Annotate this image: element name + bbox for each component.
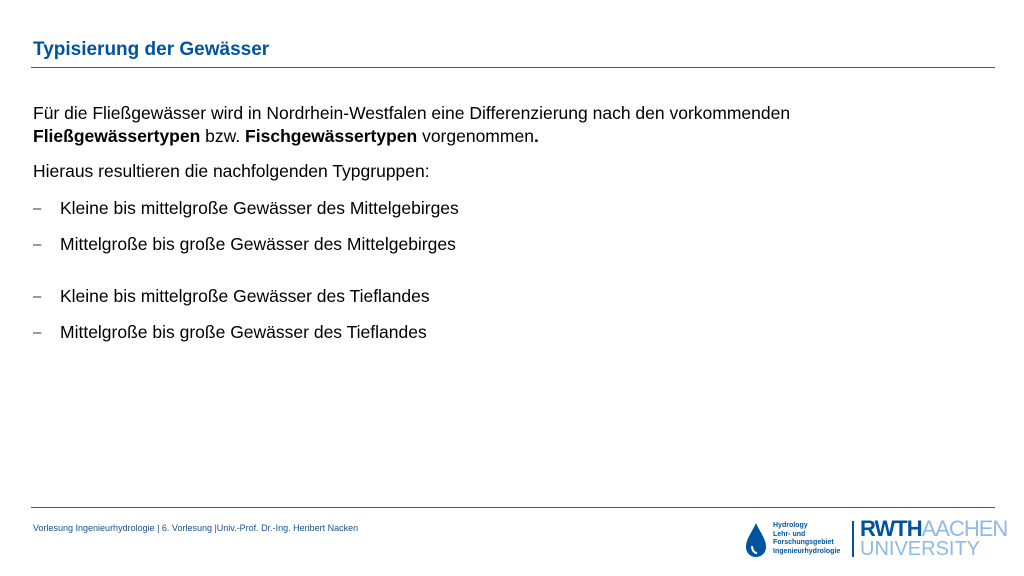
footer-text: Vorlesung Ingenieurhydrologie | 6. Vorlesung |Univ.-Prof. Dr.-Ing. Heribert Nacken	[33, 523, 359, 533]
logo-separator	[852, 521, 854, 557]
hydro-line-2: Lehr- und	[773, 530, 806, 538]
intro-text-3: vorgenommen	[417, 126, 534, 146]
water-drop-icon	[745, 522, 767, 558]
hydro-line-4: Ingenieurhydrologie	[773, 547, 841, 555]
list-item-text: Kleine bis mittelgroße Gewässer des Tieflandes	[60, 286, 430, 306]
dash-icon: –	[33, 236, 42, 253]
slide-content	[33, 102, 983, 357]
intro-bold-3: .	[533, 126, 539, 146]
dash-icon: –	[33, 288, 42, 305]
rwth-logo	[860, 516, 1008, 560]
slide-title: Typisierung der Gewässer	[33, 39, 270, 60]
title-divider	[31, 67, 995, 68]
intro-bold-1: Fließgewässertypen	[33, 126, 201, 146]
intro-bold-2: Fischgewässertypen	[245, 126, 418, 146]
list-item	[33, 197, 983, 220]
footer-divider	[31, 507, 995, 508]
type-group-list	[33, 197, 983, 344]
list-item	[33, 285, 983, 308]
list-item	[33, 321, 983, 344]
intro-text-1: Für die Fließgewässer wird in Nordrhein-Westfalen eine Differenzierung nach den vorkommenden	[33, 103, 791, 123]
list-item	[33, 233, 983, 256]
list-item-text: Mittelgroße bis große Gewässer des Tieflandes	[60, 322, 427, 342]
dash-icon: –	[33, 324, 42, 341]
subheading: Hieraus resultieren die nachfolgenden Typgruppen:	[33, 161, 430, 181]
dash-icon: –	[33, 200, 42, 217]
list-item-text: Kleine bis mittelgroße Gewässer des Mittelgebirges	[60, 198, 459, 218]
intro-text-2: bzw.	[200, 126, 246, 146]
hydro-line-3: Forschungsgebiet	[773, 539, 834, 546]
university-text: UNIVERSITY	[860, 538, 981, 560]
list-item-text: Mittelgroße bis große Gewässer des Mittelgebirges	[60, 234, 456, 254]
aachen-text: AACHEN	[921, 516, 1008, 541]
rwth-text: RWTH	[860, 516, 922, 541]
hydrology-logo-text	[773, 522, 840, 556]
hydrology-logo	[745, 520, 845, 562]
intro-paragraph	[33, 102, 983, 148]
hydro-line-1: Hydrology	[773, 522, 808, 529]
